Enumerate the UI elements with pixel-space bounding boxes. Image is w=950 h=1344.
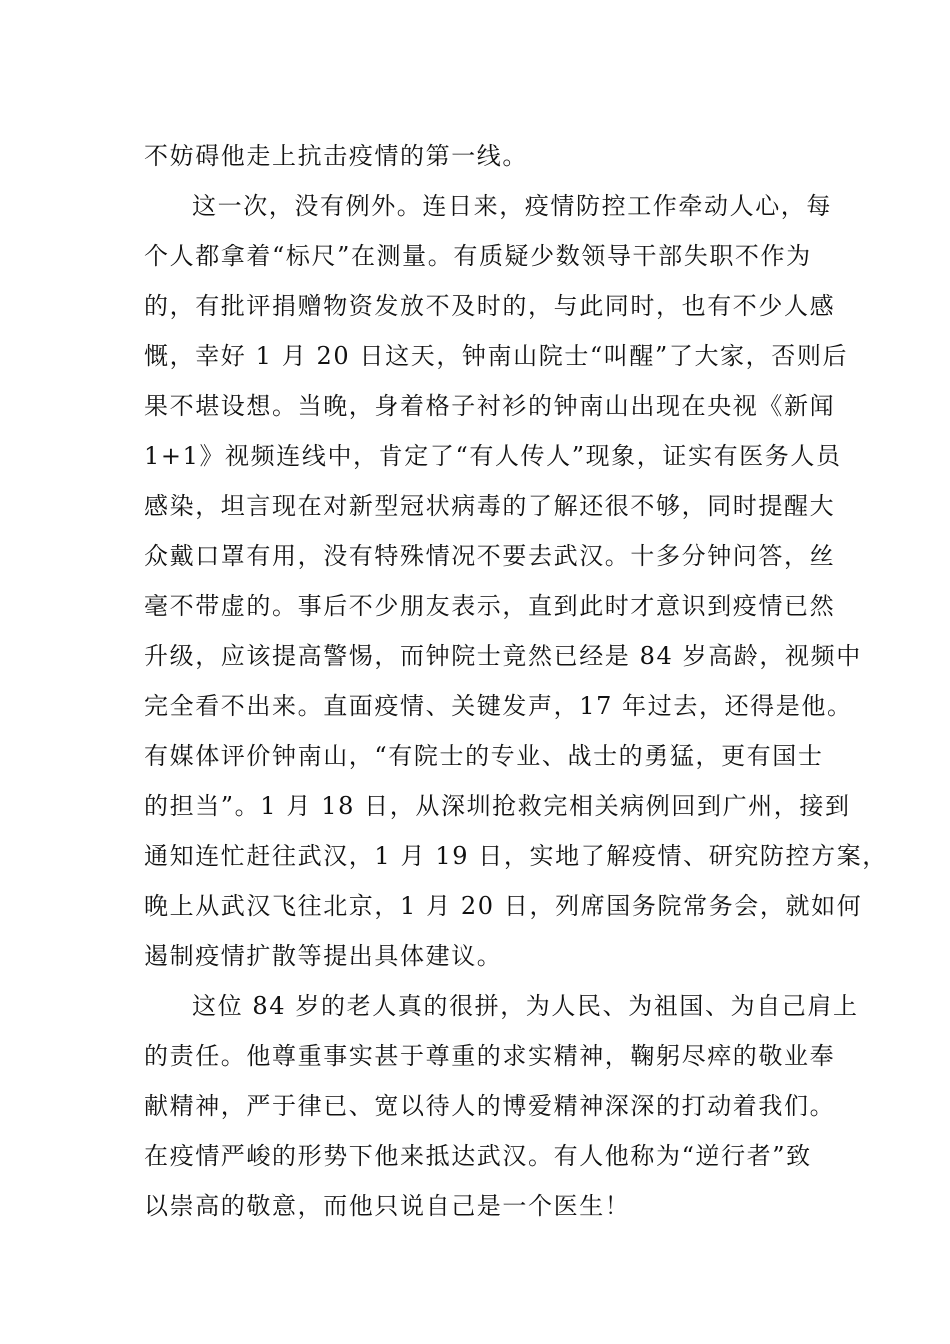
- text-line: 果不堪设想。当晚，身着格子衬衫的钟南山出现在央视《新闻: [144, 392, 836, 420]
- paragraph-3: [144, 981, 859, 1231]
- text-line: 有媒体评价钟南山，“有院士的专业、战士的勇猛，更有国士: [144, 742, 824, 770]
- text-line: 1+1》视频连线中，肯定了“有人传人”现象，证实有医务人员: [144, 442, 842, 470]
- text-line: 献精神，严于律已、宽以待人的博爱精神深深的打动着我们。: [144, 1092, 836, 1120]
- text-line: 的，有批评捐赠物资发放不及时的，与此同时，也有不少人感: [144, 292, 836, 320]
- text-line: 毫不带虚的。事后不少朋友表示，直到此时才意识到疫情已然: [144, 592, 836, 620]
- text-line: 升级，应该提高警惕，而钟院士竟然已经是 84 岁高龄，视频中: [144, 642, 862, 670]
- text-line: 的责任。他尊重事实甚于尊重的求实精神，鞠躬尽瘁的敬业奉: [144, 1042, 836, 1070]
- text-line: 慨，幸好 1 月 20 日这天，钟南山院士“叫醒”了大家，否则后: [144, 342, 849, 370]
- text-line: 完全看不出来。直面疫情、关键发声，17 年过去，还得是他。: [144, 692, 853, 720]
- text-line: 以崇高的敬意，而他只说自己是一个医生！: [144, 1192, 631, 1220]
- text-line: 遏制疫情扩散等提出具体建议。: [144, 942, 503, 970]
- text-line: 通知连忙赶往武汉，1 月 19 日，实地了解疫情、研究防控方案，: [144, 842, 888, 870]
- text-line: 在疫情严峻的形势下他来抵达武汉。有人他称为“逆行者”致: [144, 1142, 812, 1170]
- paragraph-2: [144, 181, 888, 981]
- text-line: 这一次，没有例外。连日来，疫情防控工作牵动人心，每: [192, 192, 832, 220]
- text-line: 感染，坦言现在对新型冠状病毒的了解还很不够，同时提醒大: [144, 492, 836, 520]
- text-line: 众戴口罩有用，没有特殊情况不要去武汉。十多分钟问答，丝: [144, 542, 836, 570]
- document-body: [144, 131, 888, 1231]
- text-line: 的担当”。1 月 18 日，从深圳抢救完相关病例回到广州，接到: [144, 792, 851, 820]
- text-line: 不妨碍他走上抗击疫情的第一线。: [144, 142, 528, 170]
- text-line: 晚上从武汉飞往北京，1 月 20 日，列席国务院常务会，就如何: [144, 892, 863, 920]
- text-line: 个人都拿着“标尺”在测量。有质疑少数领导干部失职不作为: [144, 242, 812, 270]
- paragraph-1: [144, 131, 808, 181]
- text-line: 这位 84 岁的老人真的很拼，为人民、为祖国、为自己肩上: [192, 992, 859, 1020]
